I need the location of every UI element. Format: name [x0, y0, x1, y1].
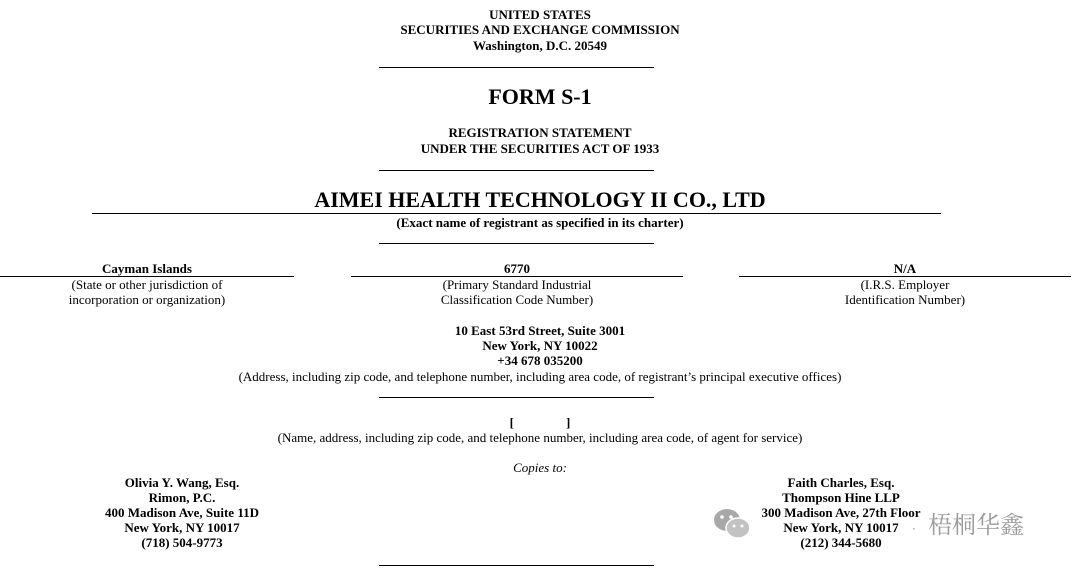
statement-line-2: UNDER THE SECURITIES ACT OF 1933: [420, 141, 660, 156]
header-line-2: SECURITIES AND EXCHANGE COMMISSION: [400, 22, 680, 37]
sic-block: [351, 261, 683, 307]
irs-block: [739, 261, 1071, 307]
copy-right-firm: Thompson Hine LLP: [782, 490, 900, 505]
divider: [379, 243, 654, 244]
registrant-name: AIMEI HEALTH TECHNOLOGY II CO., LTD: [314, 187, 766, 212]
irs-caption-1: (I.R.S. Employer: [860, 277, 950, 292]
divider: [379, 67, 654, 68]
watermark-text: 梧桐华鑫: [928, 511, 1024, 539]
agent-value: [ ]: [509, 415, 571, 430]
address-line-1: 10 East 53rd Street, Suite 3001: [454, 323, 626, 338]
header-line-3: Washington, D.C. 20549: [473, 38, 607, 53]
divider: [379, 170, 654, 171]
sic-caption-2: Classification Code Number): [440, 292, 594, 307]
address-caption: (Address, including zip code, and telephone number, including area code, of registrant’s principal executive offices): [238, 369, 842, 384]
wechat-icon: [712, 506, 752, 542]
jurisdiction-caption-2: incorporation or organization): [68, 292, 226, 307]
registrant-caption: (Exact name of registrant as specified in its charter): [396, 215, 684, 230]
copy-right-street: 300 Madison Ave, 27th Floor: [761, 505, 921, 520]
divider: [379, 397, 654, 398]
registrant-underline: [92, 213, 941, 214]
copy-left-block: [62, 475, 302, 550]
copy-right-block: [721, 475, 961, 550]
copy-left-name: Olivia Y. Wang, Esq.: [124, 475, 240, 490]
copy-left-phone: (718) 504-9773: [141, 535, 223, 550]
copies-label: Copies to:: [513, 460, 567, 475]
agent-caption: (Name, address, including zip code, and telephone number, including area code, of agent for service): [277, 430, 803, 445]
sic-value: 6770: [351, 261, 683, 277]
copy-left-city: New York, NY 10017: [124, 520, 240, 535]
divider: [379, 565, 654, 566]
watermark-dot: ·: [912, 522, 916, 536]
copy-left-street: 400 Madison Ave, Suite 11D: [105, 505, 259, 520]
copy-left-firm: Rimon, P.C.: [148, 490, 216, 505]
jurisdiction-caption-1: (State or other jurisdiction of: [71, 277, 223, 292]
header-line-1: UNITED STATES: [489, 7, 591, 22]
form-title: FORM S-1: [488, 84, 592, 109]
copy-right-name: Faith Charles, Esq.: [787, 475, 895, 490]
address-line-2: New York, NY 10022: [482, 338, 598, 353]
jurisdiction-value: Cayman Islands: [0, 261, 294, 277]
jurisdiction-block: [0, 261, 294, 307]
irs-value: N/A: [739, 261, 1071, 277]
copy-right-phone: (212) 344-5680: [800, 535, 882, 550]
sic-caption-1: (Primary Standard Industrial: [442, 277, 592, 292]
copy-right-city: New York, NY 10017: [783, 520, 899, 535]
irs-caption-2: Identification Number): [844, 292, 966, 307]
statement-line-1: REGISTRATION STATEMENT: [448, 125, 632, 140]
address-phone: +34 678 035200: [497, 353, 583, 368]
